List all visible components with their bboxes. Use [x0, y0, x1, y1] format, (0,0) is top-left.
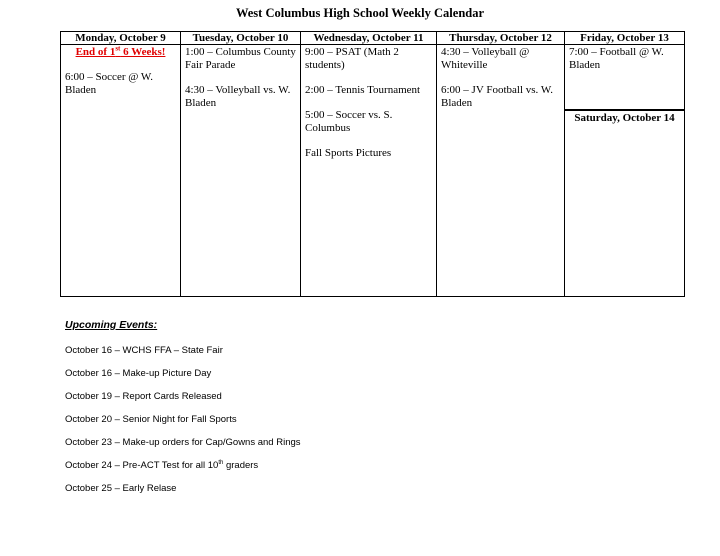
header-saturday: Saturday, October 14 — [565, 109, 684, 126]
upcoming-events-heading: Upcoming Events: — [65, 319, 158, 331]
wednesday-cell — [301, 45, 437, 297]
event-item: 5:00 – Soccer vs. S. Columbus — [305, 109, 393, 134]
upcoming-item: October 16 – WCHS FFA – State Fair — [65, 345, 223, 356]
events-row — [61, 45, 685, 297]
header-thursday: Thursday, October 12 — [437, 32, 565, 45]
upcoming-item: October 24 – Pre-ACT Test for all 10th graders — [65, 459, 259, 471]
friday-cell — [565, 45, 685, 297]
event-item: 4:30 – Volleyball vs. W. Bladen — [185, 84, 291, 109]
monday-cell — [61, 45, 181, 297]
upcoming-item: October 19 – Report Cards Released — [65, 391, 222, 402]
header-monday: Monday, October 9 — [61, 32, 181, 45]
thursday-cell — [437, 45, 565, 297]
tuesday-cell — [181, 45, 301, 297]
event-item: 9:00 – PSAT (Math 2 students) — [305, 46, 399, 71]
event-item: 4:30 – Volleyball @ Whiteville — [441, 46, 530, 71]
upcoming-events — [65, 319, 301, 506]
upcoming-item: October 25 – Early Relase — [65, 483, 177, 494]
friday-events — [565, 45, 684, 109]
event-item: 2:00 – Tennis Tournament — [305, 84, 421, 96]
weekly-calendar-table — [60, 31, 685, 297]
upcoming-item: October 23 – Make-up orders for Cap/Gowns and Rings — [65, 437, 301, 448]
header-wednesday: Wednesday, October 11 — [301, 32, 437, 45]
event-item: Fall Sports Pictures — [305, 147, 392, 159]
header-tuesday: Tuesday, October 10 — [181, 32, 301, 45]
event-item: 6:00 – Soccer @ W. Bladen — [65, 71, 154, 96]
upcoming-item: October 20 – Senior Night for Fall Sports — [65, 414, 237, 425]
event-item: 6:00 – JV Football vs. W. Bladen — [441, 84, 553, 109]
header-row — [61, 32, 685, 45]
upcoming-item: October 16 – Make-up Picture Day — [65, 368, 212, 379]
calendar-title: West Columbus High School Weekly Calendar — [235, 6, 485, 20]
event-item: 1:00 – Columbus County Fair Parade — [185, 46, 296, 71]
header-friday: Friday, October 13 — [565, 32, 685, 45]
end-of-grading-period-note: End of 1st 6 Weeks! — [75, 44, 166, 58]
event-item: 7:00 – Football @ W. Bladen — [569, 46, 664, 71]
